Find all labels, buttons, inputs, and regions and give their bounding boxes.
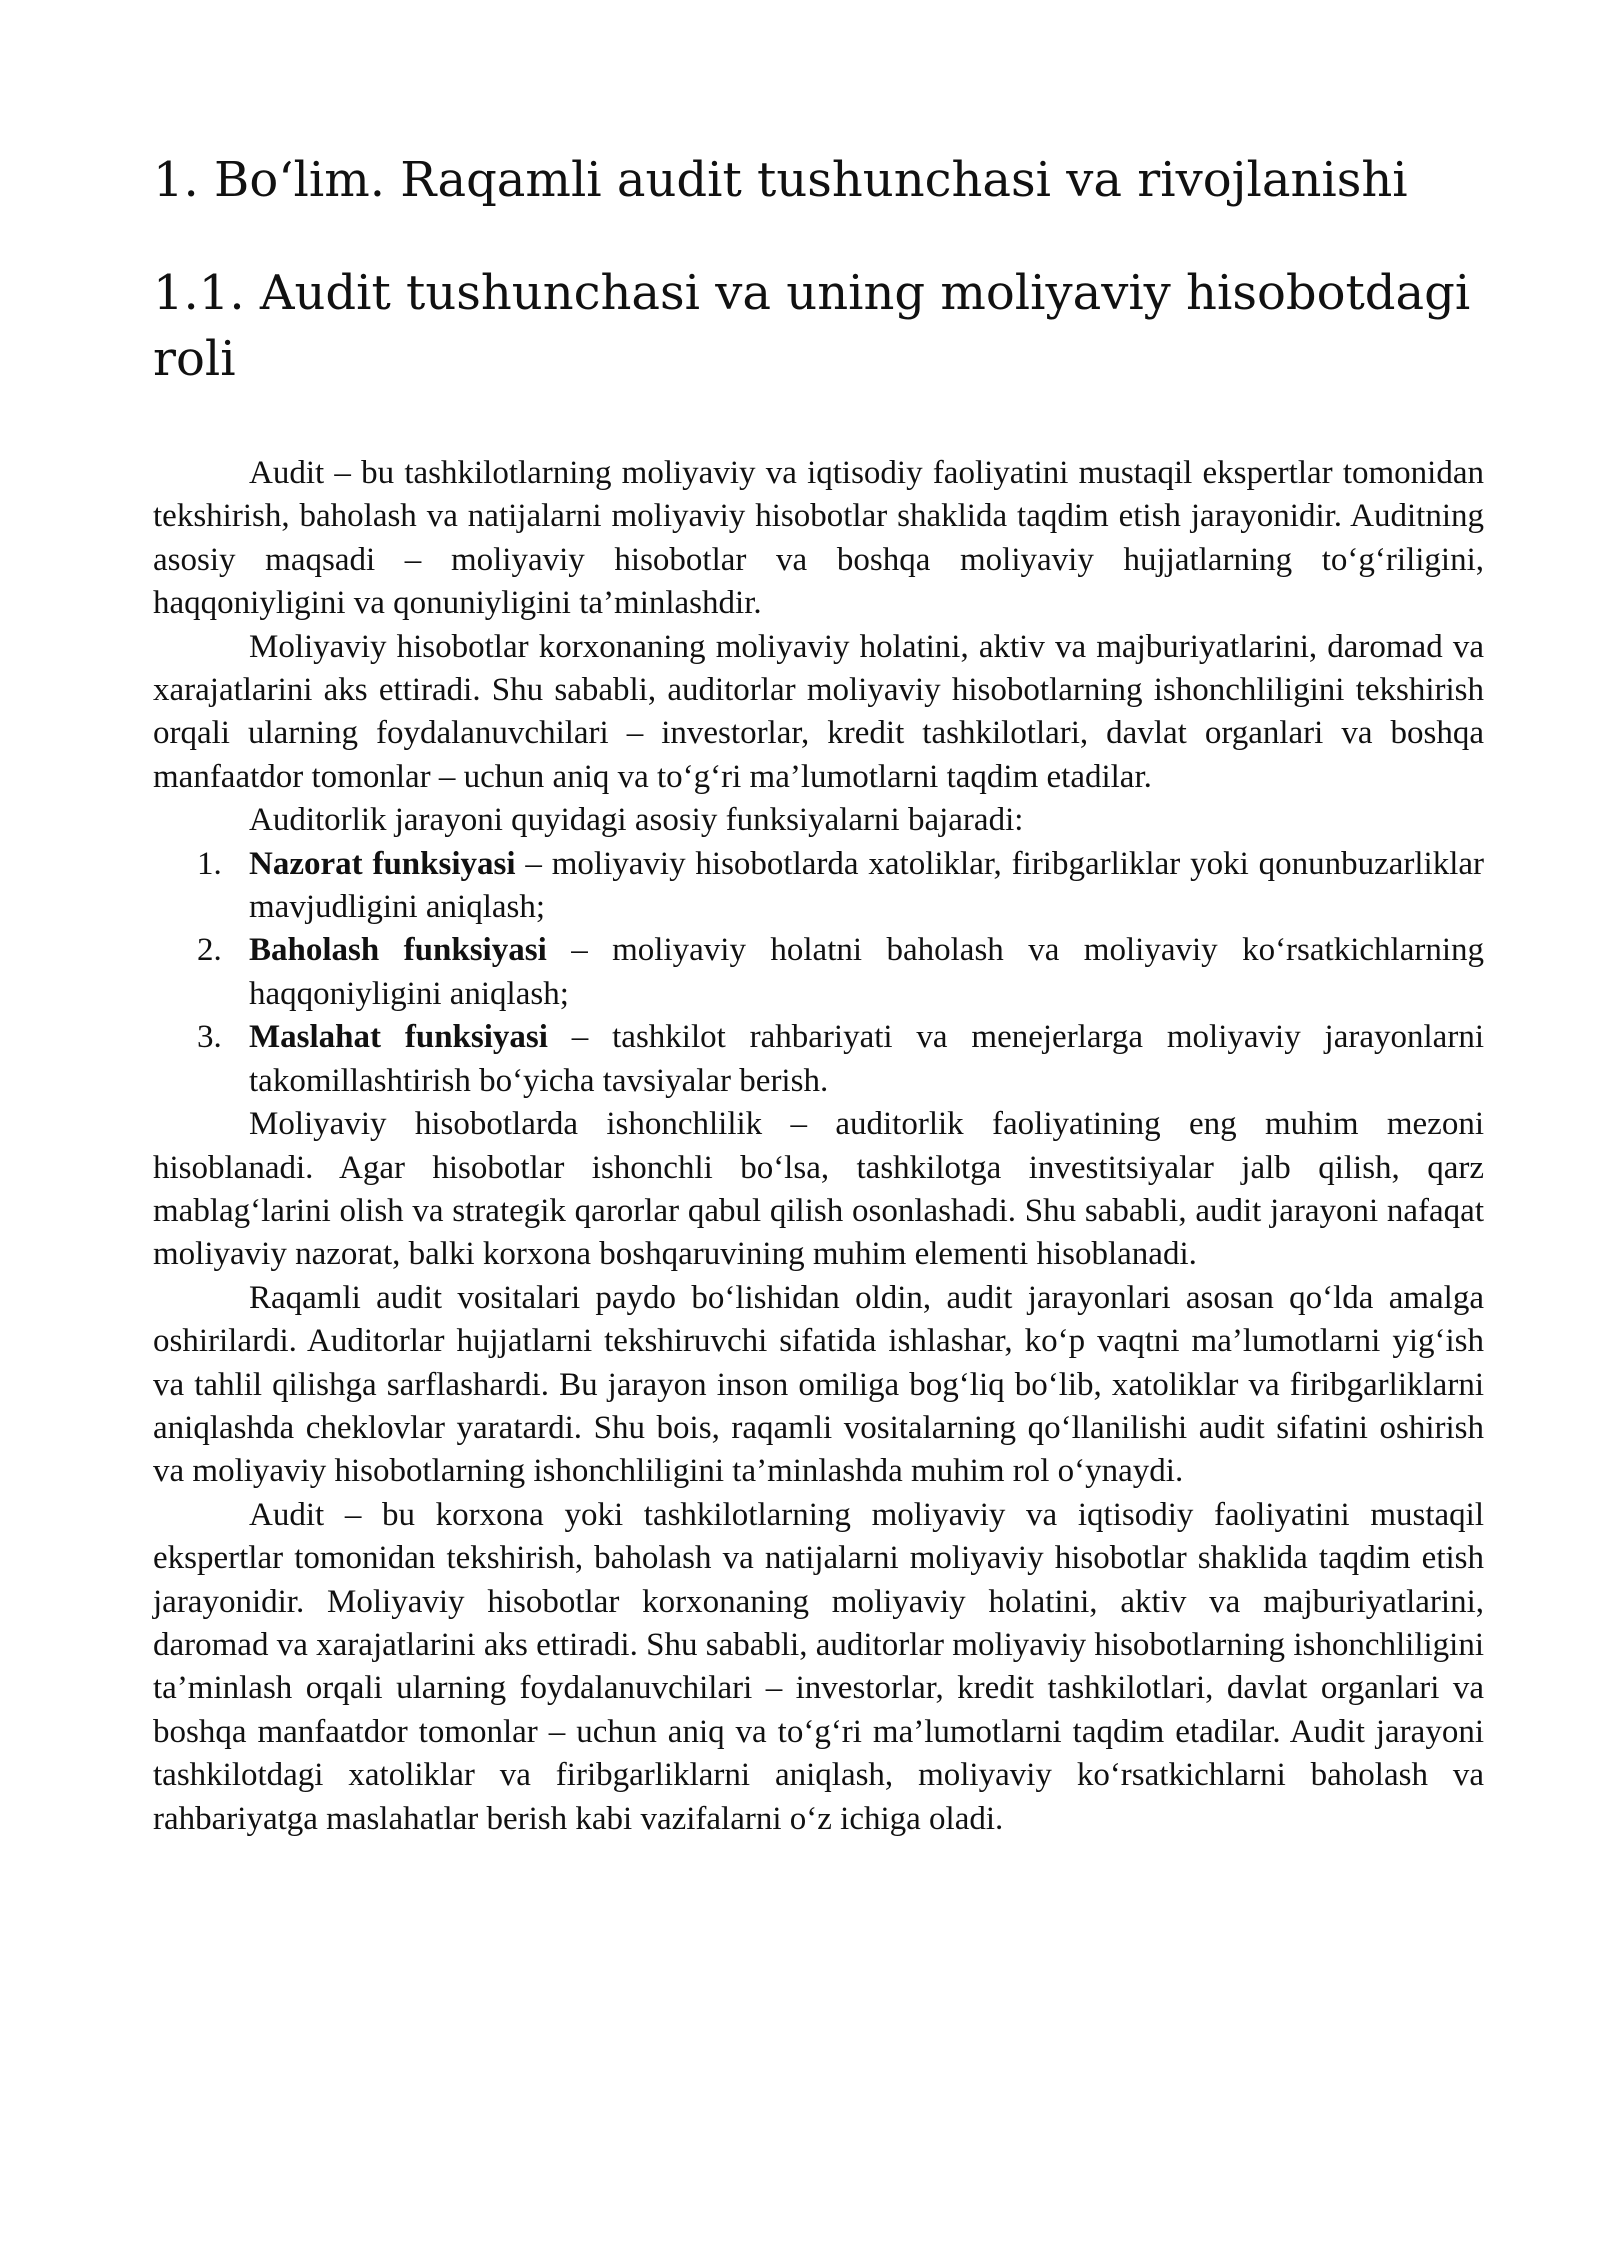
list-item-term: Nazorat funksiyasi: [249, 845, 516, 882]
paragraph: Moliyaviy hisobotlar korxonaning moliyaviy holatini, aktiv va majburiyatlarini, daromad va xarajatlarini aks ettiradi. Shu sababli, auditorlar moliyaviy hisobotlarning ishonchliligini tekshirish orqali ularning foydalanuvchilari – investorlar, kredit tashkilotlari, davlat organlari va boshqa manfaatdor tomonlar – uchun aniq va to‘g‘ri ma’lumotlarni taqdim etadilar.: [153, 628, 1484, 795]
list-item-term: Maslahat funksiyasi: [249, 1019, 548, 1056]
paragraph: Audit – bu korxona yoki tashkilotlarning moliyaviy va iqtisodiy faoliyatini mustaqil ekspertlar tomonidan tekshirish, baholash va natijalarni moliyaviy hisobotlar shaklida taqdim etish jarayonidir. Moliyaviy hisobotlar korxonaning moliyaviy holatini, aktiv va majburiyatlarini, daromad va xarajatlarini aks ettiradi. Shu sababli, auditorlar moliyaviy hisobotlarning ishonchliligini ta’minlash orqali ularning foydalanuvchilari – investorlar, kredit tashkilotlari, davlat organlari va boshqa manfaatdor tomonlar – uchun aniq va to‘g‘ri ma’lumotlarni taqdim etadilar. Audit jarayoni tashkilotdagi xatoliklar va firibgarliklarni aniqlash, moliyaviy ko‘rsatkichlarni baholash va rahbariyatga maslahatlar berish kabi vazifalarni o‘z ichiga oladi.: [153, 1496, 1484, 1837]
paragraph: Raqamli audit vositalari paydo bo‘lishidan oldin, audit jarayonlari asosan qo‘lda amalga oshirilardi. Auditorlar hujjatlarni tekshiruvchi sifatida ishlashar, ko‘p vaqtni ma’lumotlarni yig‘ish va tahlil qilishga sarflashardi. Bu jarayon inson omiliga bog‘liq bo‘lib, xatoliklar va firibgarliklarni aniqlashda cheklovlar yaratardi. Shu bois, raqamli vositalarning qo‘llanilishi audit sifatini oshirish va moliyaviy hisobotlarning ishonchliligini ta’minlashda muhim rol o‘ynaydi.: [153, 1279, 1484, 1490]
paragraph: Audit – bu tashkilotlarning moliyaviy va iqtisodiy faoliyatini mustaqil ekspertlar tomonidan tekshirish, baholash va natijalarni moliyaviy hisobotlar shaklida taqdim etish jarayonidir. Auditning asosiy maqsadi – moliyaviy hisobotlar va boshqa moliyaviy hujjatlarning to‘g‘riligini, haqqoniyligini va qonuniyligini ta’minlashdir.: [153, 455, 1484, 622]
body-text: [153, 452, 1484, 1841]
list-item-description: – tashkilot rahbariyati va menejerlarga moliyaviy jarayonlarni takomillashtirish bo‘yicha tavsiyalar berish.: [249, 1019, 1484, 1099]
list-item: [153, 843, 1484, 930]
list-item: [153, 1016, 1484, 1103]
paragraph: Auditorlik jarayoni quyidagi asosiy funksiyalarni bajaradi:: [249, 802, 1024, 839]
document-page: [153, 150, 1484, 1841]
list-item-term: Baholash funksiyasi: [249, 932, 547, 969]
list-item-description: – moliyaviy holatni baholash va moliyaviy ko‘rsatkichlarning haqqoniyligini aniqlash;: [249, 932, 1484, 1012]
list-item-number: 1.: [197, 845, 222, 882]
functions-list: [153, 843, 1484, 1103]
list-item-description: – moliyaviy hisobotlarda xatoliklar, firibgarliklar yoki qonunbuzarliklar mavjudligini aniqlash;: [249, 845, 1485, 926]
list-item-number: 2.: [197, 932, 222, 969]
section-title: 1.1. Audit tushunchasi va uning moliyaviy hisobotdagi roli: [153, 265, 1471, 387]
paragraph: Moliyaviy hisobotlarda ishonchlilik – auditorlik faoliyatining eng muhim mezoni hisoblanadi. Agar hisobotlar ishonchli bo‘lsa, tashkilotga investitsiyalar jalb qilish, qarz mablag‘larini olish va strategik qarorlar qabul qilish osonlashadi. Shu sababli, audit jarayoni nafaqat moliyaviy nazorat, balki korxona boshqaruvining muhim elementi hisoblanadi.: [153, 1106, 1484, 1273]
chapter-title: 1. Bo‘lim. Raqamli audit tushunchasi va rivojlanishi: [153, 152, 1408, 208]
list-item-number: 3.: [197, 1019, 222, 1056]
list-item: [153, 929, 1484, 1016]
